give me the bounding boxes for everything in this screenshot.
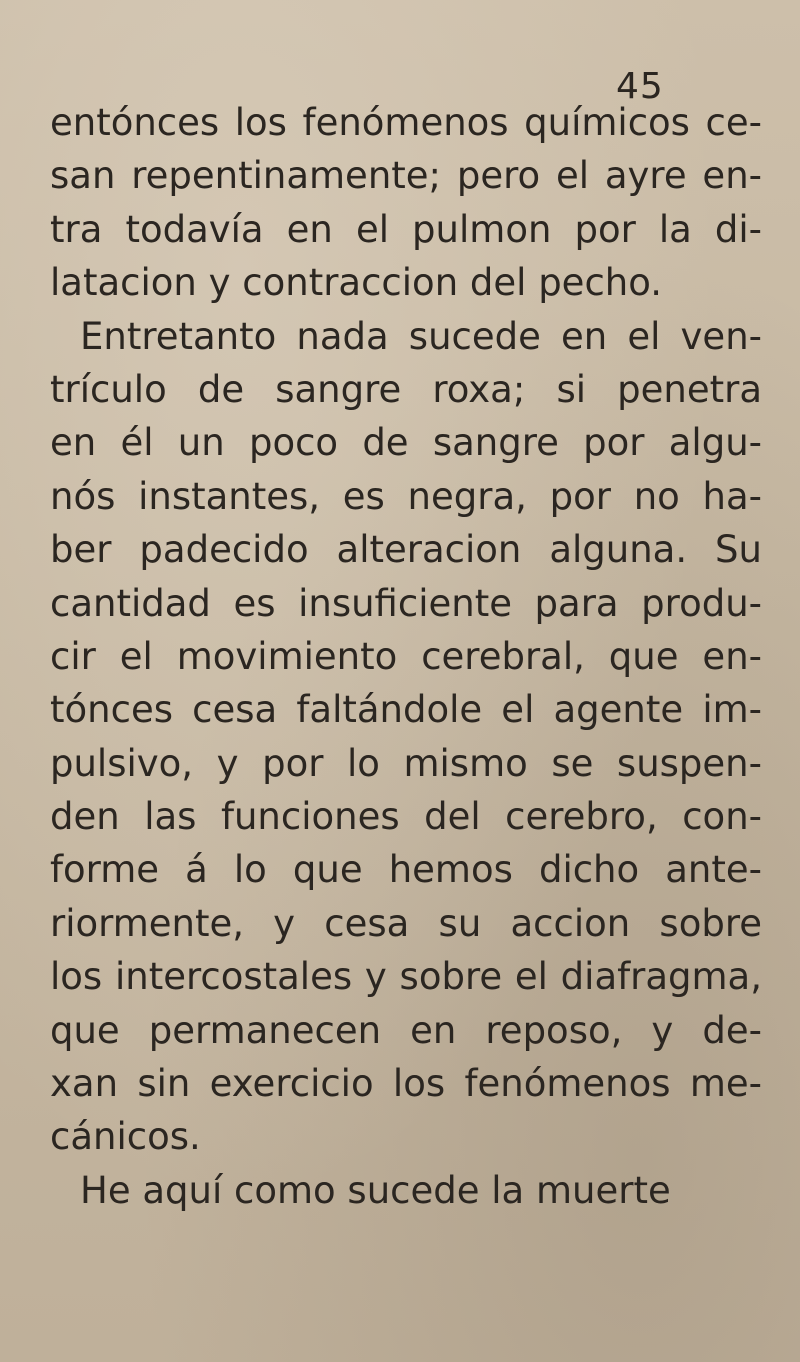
text-line: den las funciones del cerebro, con- xyxy=(50,795,762,839)
text-line: cánicos. xyxy=(50,1115,201,1159)
text-line: tra todavía en el pulmon por la di- xyxy=(50,207,762,251)
text-line: pulsivo, y por lo mismo se suspen- xyxy=(50,741,762,785)
text-line: los intercostales y sobre el diafragma, xyxy=(50,955,762,999)
text-line: que permanecen en reposo, y de- xyxy=(50,1008,762,1052)
text-line: trículo de sangre roxa; si penetra xyxy=(50,367,762,411)
text-line: xan sin exercicio los fenómenos me- xyxy=(50,1062,762,1106)
paragraph-start-line: He aquí como sucede la muerte xyxy=(80,1168,671,1212)
text-line: ber padecido alteracion alguna. Su xyxy=(50,528,762,572)
text-line: entónces los fenómenos químicos ce- xyxy=(50,101,762,144)
text-line: san repentinamente; pero el ayre en- xyxy=(50,154,762,198)
text-line: en él un poco de sangre por algu- xyxy=(50,421,762,465)
text-line: forme á lo que hemos dicho ante- xyxy=(50,848,762,892)
text-line: riormente, y cesa su accion sobre xyxy=(50,901,762,945)
paragraph-start-line: Entretanto nada sucede en el ven- xyxy=(80,314,762,358)
text-line: latacion y contraccion del pecho. xyxy=(50,261,662,305)
text-line: cantidad es insuficiente para produ- xyxy=(50,581,762,625)
page-number: 45 xyxy=(616,66,664,107)
body-text xyxy=(50,96,762,1217)
text-line: cir el movimiento cerebral, que en- xyxy=(50,634,762,678)
text-line: tónces cesa faltándole el agente im- xyxy=(50,688,762,732)
text-line: nós instantes, es negra, por no ha- xyxy=(50,474,762,518)
